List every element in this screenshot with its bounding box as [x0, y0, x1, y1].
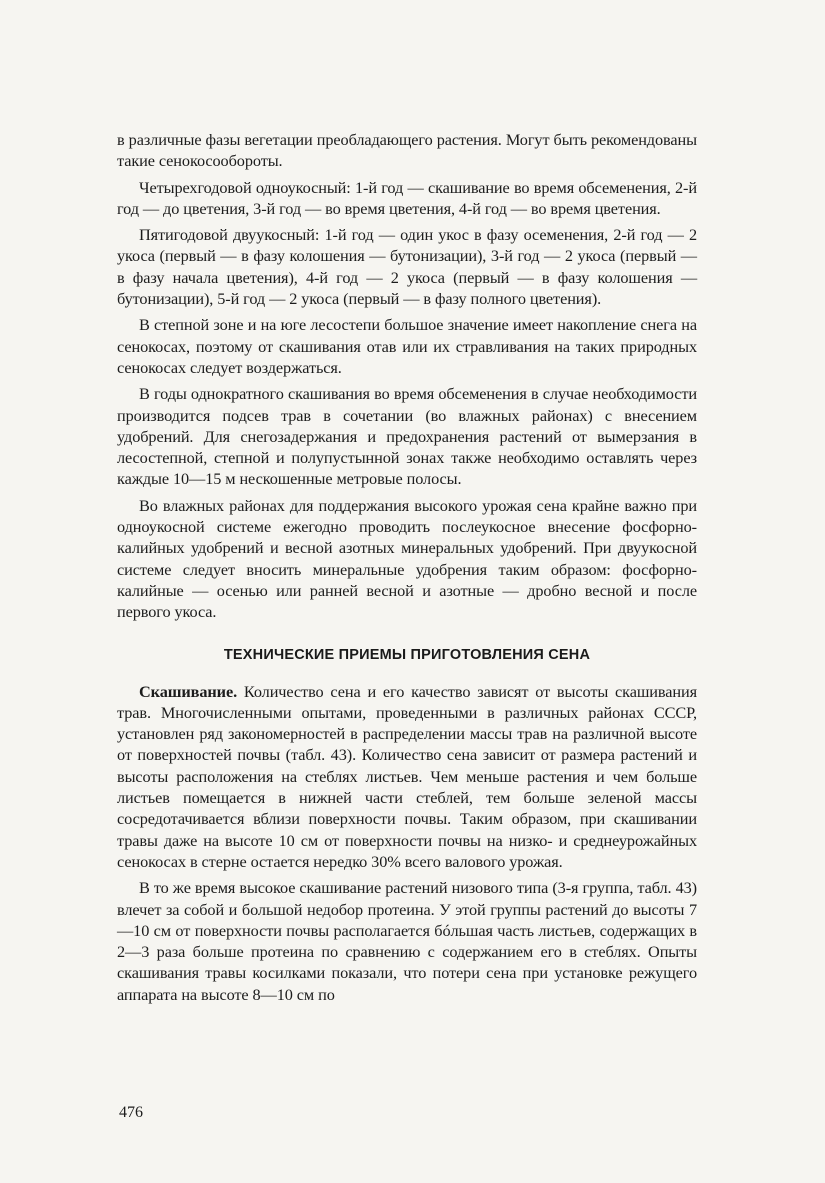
paragraph-high-mowing: В то же время высокое скашивание растений низового типа (3-я группа, табл. 43) влечет за собой и большой недобор протеина. У этой группы растений до высоты 7—10 см от поверхности почвы располагается бóльшая часть листьев, содержащих в 2—3 раза больше протеина по сравнению с содержанием его в стеблях. Опыты скашивания травы косилками показали, что потери сена при установке режущего аппарата на высоте 8—10 см по	[117, 878, 697, 1004]
paragraph-rotation-5yr: Пятигодовой двуукосный: 1-й год — один укос в фазу осеменения, 2-й год — 2 укоса (первый — в фазу колошения — бутонизации), 3-й год — 2 укоса (первый — в фазу начала цветения), 4-й год — 2 укоса (первый — в фазу колошения — бутонизации), 5-й год — 2 укоса (первый — в фазу полного цветения).	[117, 225, 697, 309]
mowing-text: Количество сена и его качество зависят от высоты скашивания трав. Многочисленными опытами, проведенными в различных районах СССР, установлен ряд закономерностей в распределении массы трав на различной высоте от поверхностей почвы (табл. 43). Количество сена зависит от размера растений и высоты расположения на стеблях листьев. Чем меньше растения и чем больше листьев помещается в нижней части стеблей, тем больше зеленой массы сосредотачивается вблизи поверхности почвы. Таким образом, при скашивании травы даже на высоте 10 см от поверхности почвы на низко- и среднеурожайных сенокосах в стерне остается нередко 30% всего валового урожая.	[117, 681, 697, 871]
paragraph-steppe-snow: В степной зоне и на юге лесостепи большое значение имеет накопление снега на сенокосах, поэтому от скашивания отав или их стравливания на таких природных сенокосах следует воздержаться.	[117, 315, 697, 377]
paragraph-rotation-4yr: Четырехгодовой одноукосный: 1-й год — скашивание во время обсеменения, 2-й год — до цветения, 3-й год — во время цветения, 4-й год — во время цветения.	[117, 177, 697, 218]
section-heading: ТЕХНИЧЕСКИЕ ПРИЕМЫ ПРИГОТОВЛЕНИЯ СЕНА	[223, 646, 591, 663]
paragraph-fertilizer: Во влажных районах для поддержания высокого урожая сена крайне важно при одноукосной системе ежегодно проводить послеукосное внесение фосфорно-калийных удобрений и весной азотных минеральных удобрений. При двуукосной системе следует вносить минеральные удобрения таким образом: фосфорно-калийные — осенью или ранней весной и азотные — дробно весной и после первого укоса.	[117, 495, 697, 622]
page-body	[117, 129, 697, 1010]
run-in-title: Скашивание.	[139, 681, 238, 701]
page-number: 476	[119, 1104, 143, 1121]
paragraph-overseeding: В годы однократного скашивания во время обсеменения в случае необходимости производится подсев трав в сочетании (во влажных районах) с внесением удобрений. Для снегозадержания и предохранения растений от вымерзания в лесостепной, степной и полупустынной зонах также необходимо оставлять через каждые 10—15 м нескошенные метровые полосы.	[117, 384, 697, 489]
paragraph-intro: в различные фазы вегетации преобладающего растения. Могут быть рекомендованы такие сенокосообороты.	[117, 130, 697, 171]
paragraph-mowing	[117, 681, 697, 873]
